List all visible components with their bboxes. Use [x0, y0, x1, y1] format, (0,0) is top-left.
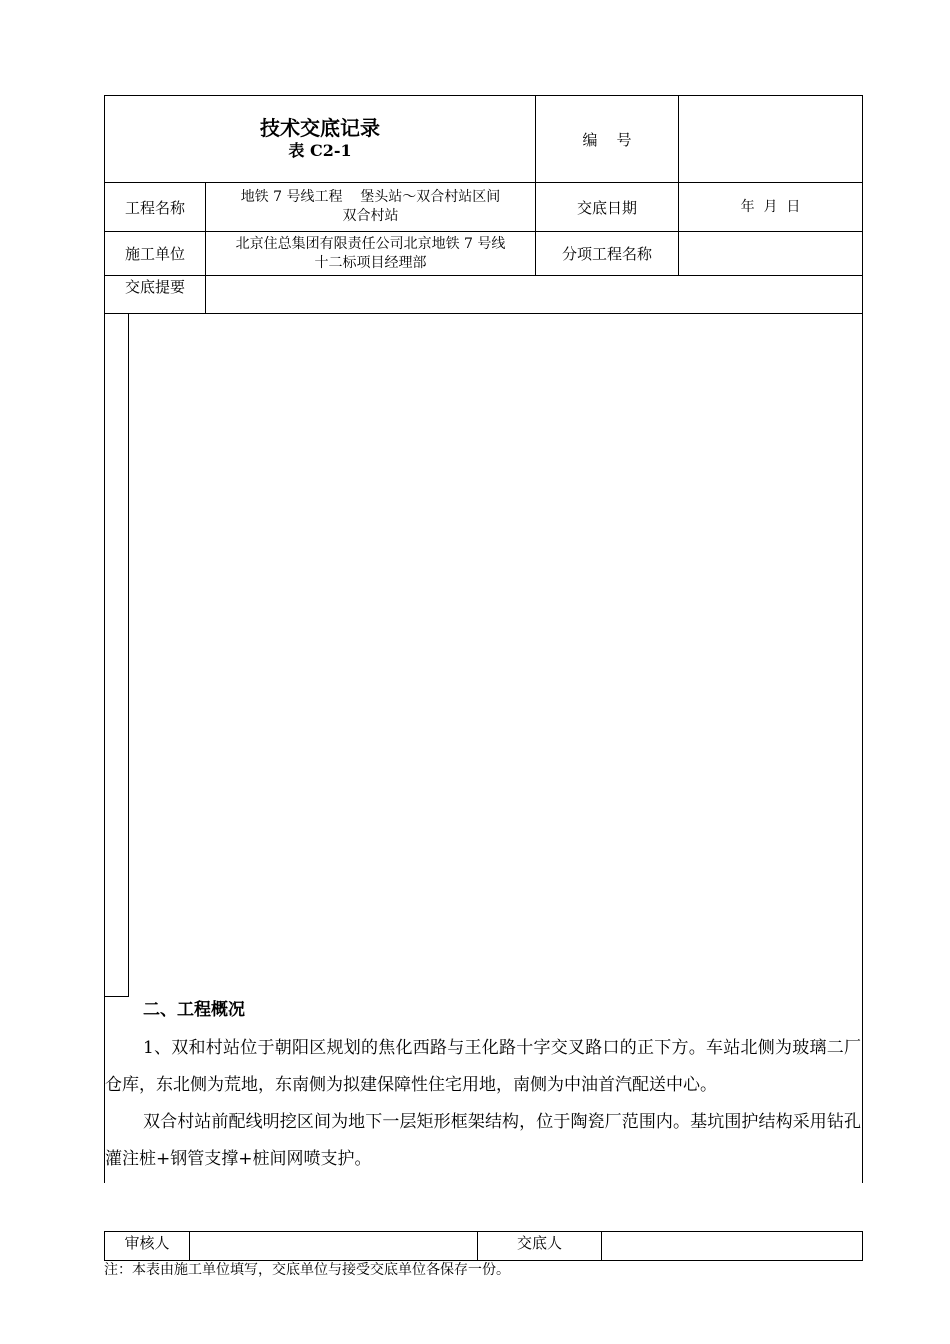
presenter-value [602, 1232, 862, 1260]
footer-note: 注：本表由施工单位填写，交底单位与接受交底单位各保存一份。 [104, 1262, 510, 1278]
content-inner-border [128, 313, 129, 996]
reviewer-label: 审核人 [124, 1233, 170, 1252]
project-name-line1: 地铁 7 号线工程 堡头站～双合村站区间 [240, 189, 501, 205]
content-right-border [862, 313, 863, 1183]
unit-line1: 北京住总集团有限责任公司北京地铁 7 号线 [235, 235, 506, 252]
unit-label: 施工单位 [124, 245, 185, 263]
form-code: 表 C2-1 [288, 141, 352, 160]
subproject-value [679, 232, 862, 275]
subproject-label: 分项工程名称 [561, 245, 652, 263]
header-title-cell [105, 96, 535, 182]
project-name-label: 工程名称 [124, 198, 185, 217]
footer-right-border [862, 1231, 863, 1261]
project-name-value [206, 183, 535, 231]
summary-value [206, 276, 862, 313]
date-label: 交底日期 [576, 198, 637, 217]
number-value [679, 96, 862, 182]
content-inner-bottom [104, 996, 129, 997]
table-right-border [862, 95, 863, 314]
paragraph-1: 1、双和村站位于朝阳区规划的焦化西路与王化路十字交叉路口的正下方。车站北侧为玻璃二厂仓库，东北侧为荒地，东南侧为拟建保障性住宅用地，南侧为中油首汽配送中心。 [105, 1038, 861, 1095]
unit-value [206, 232, 535, 275]
footer-note-clip [104, 1261, 864, 1278]
project-name-line2: 双合村站 [342, 208, 399, 224]
row-divider-4 [104, 313, 862, 314]
section-heading: 二、工程概况 [143, 1000, 245, 1020]
page-title: 技术交底记录 [260, 116, 380, 140]
reviewer-value [190, 1232, 477, 1260]
number-label: 编 号 [582, 130, 632, 149]
paragraph-2: 双合村站前配线明挖区间为地下一层矩形框架结构，位于陶瓷厂范围内。基坑围护结构采用钻孔灌注桩+钢管支撑+桩间网喷支护。 [105, 1112, 861, 1169]
presenter-label: 交底人 [516, 1233, 562, 1252]
unit-line2: 十二标项目经理部 [314, 254, 427, 271]
summary-label: 交底提要 [124, 277, 185, 296]
date-value: 年 月 日 [740, 198, 801, 215]
content-left-border [104, 313, 105, 996]
